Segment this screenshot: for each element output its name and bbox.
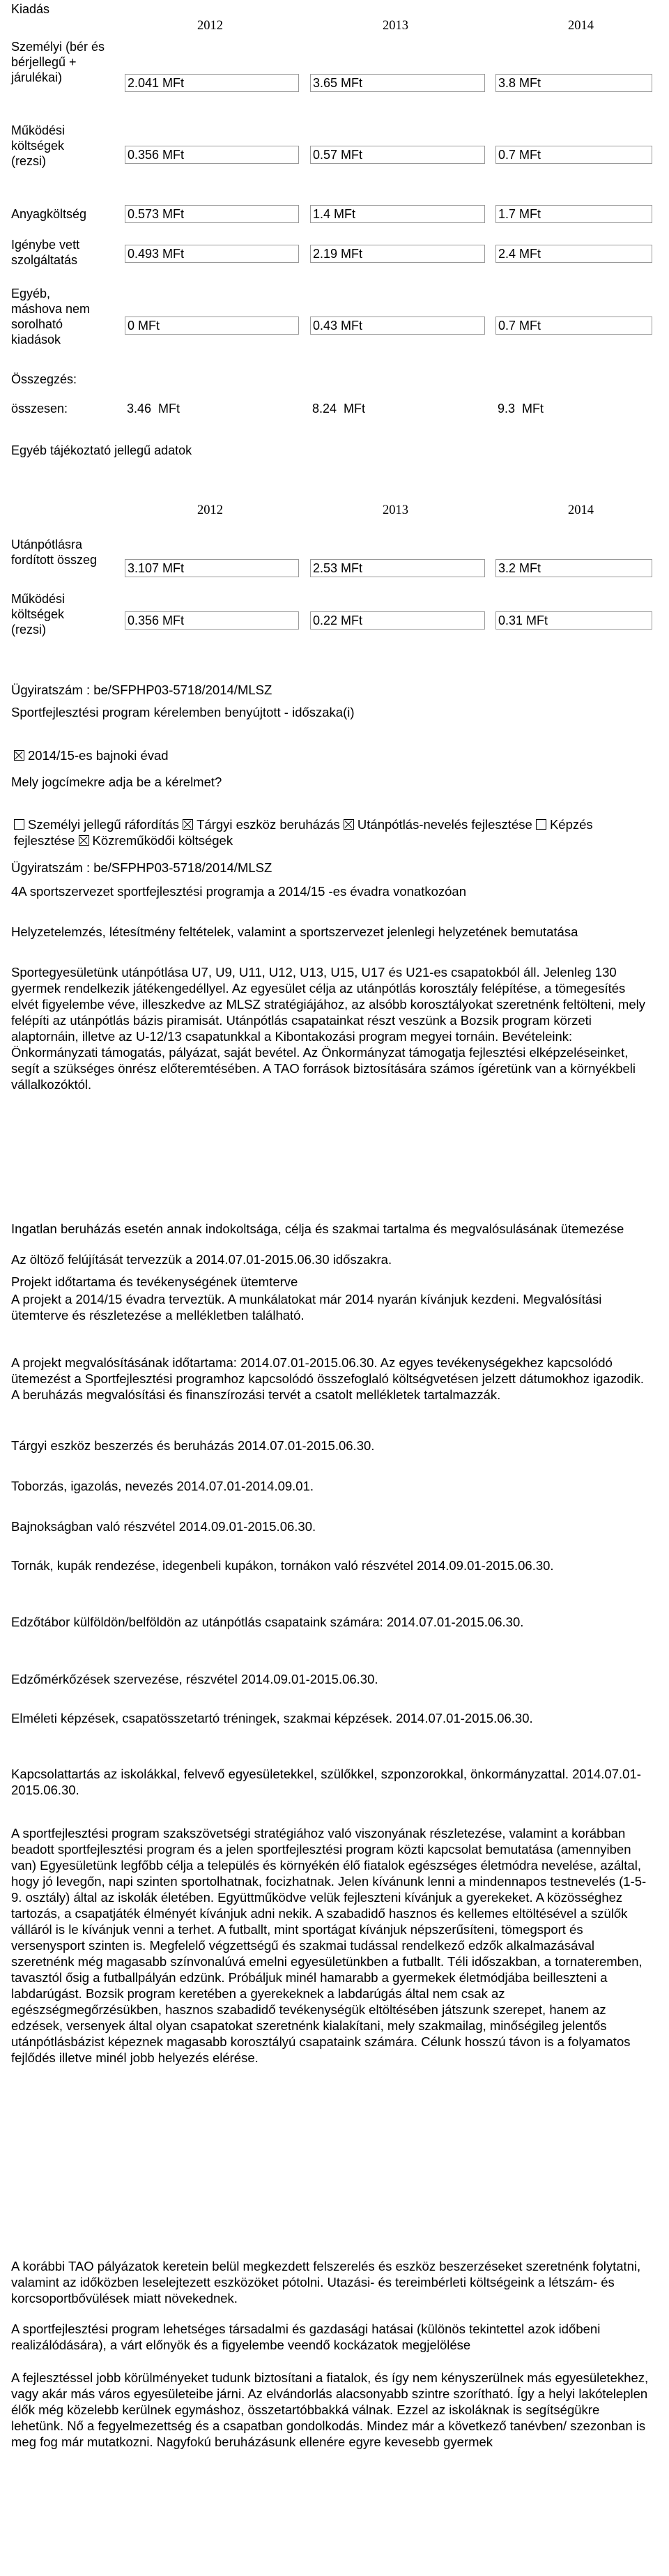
kiadas-value-anyag-2014: 1.7 MFt <box>495 205 652 223</box>
egyeb-value-mukodesi-2013: 0.22 MFt <box>310 611 485 630</box>
kiadas-value-szemelyi-2014: 3.8 MFt <box>495 74 652 92</box>
kiadas-value-egyeb-2013: 0.43 MFt <box>310 317 485 335</box>
egyeb-row-label-utanpotlas: Utánpótlásra fordított összeg <box>11 538 98 567</box>
jogcim-question: Mely jogcímekre adja be a kérelmet? <box>11 775 222 789</box>
egyeb-value-mukodesi-2014: 0.31 MFt <box>495 611 652 630</box>
kiadas-value-mukodesi-2013: 0.57 MFt <box>310 146 485 164</box>
utanpotlas-checkbox[interactable] <box>344 819 354 830</box>
egyeb-year-2014: 2014 <box>568 503 594 517</box>
jogcim-checkbox-group <box>14 816 620 848</box>
kiadas-row-label-szolgaltatas: Igénybe vett szolgáltatás <box>11 238 80 267</box>
utanpotlas-checkbox-label: Utánpótlás-nevelés fejlesztése <box>357 817 532 832</box>
season-checkbox[interactable] <box>14 750 24 761</box>
egyeb-row-label-mukodesi: Működési költségek (rezsi) <box>11 592 66 637</box>
kiadas-summary-label: Összegzés: <box>11 372 77 386</box>
text-ugyiratszam: Ügyiratszám : be/SFPHP03-5718/2014/MLSZ <box>11 860 272 875</box>
kiadas-title: Kiadás <box>11 2 50 16</box>
kiadas-value-szolgaltatas-2012: 0.493 MFt <box>125 245 299 263</box>
text-program-title: 4A sportszervezet sportfejlesztési programja a 2014/15 -es évadra vonatkozóan <box>11 884 467 899</box>
season-checkbox-row[interactable] <box>14 747 655 763</box>
text-helyzetelemzes-body: Sportegyesületünk utánpótlása U7, U9, U11, U12, U13, U15, U17 és U21-es csapatokból áll. Jelenleg 130 gyermek rendelkezik játékengedéllyel. Az egyesület célja az utánpótlás korosztály felépítése, a tömegesítés elvét figyelembe véve, illeszkedve az MLSZ stratégiájához, az alsóbb korosztályokat szeretnénk feltölteni, mely felépíti az utánpótlás bázis piramisát. Utánpótlás csapatainkat részt veszünk a Bozsik program körzeti alaptornáin, illetve az U-12/13 csapatunkkal a Kibontakozási program megyei tornáin. Bevételeink: Önkormányzati támogatás, pályázat, saját bevétel. Az Önkormányzat támogatja fejlesztési elképzeléseinket, segít a szükséges önrész előteremtésében. A TAO források biztosítására számos ígéretünk van a környékbeli vállalkozóktól. <box>11 965 646 1092</box>
ugyirat-number: Ügyiratszám : be/SFPHP03-5718/2014/MLSZ <box>11 683 272 697</box>
kiadas-row-label-mukodesi: Működési költségek (rezsi) <box>11 123 66 168</box>
text-helyzetelemzes-heading: Helyzetelemzés, létesítmény feltételek, valamint a sportszervezet jelenlegi helyzetének bemutatása <box>11 924 578 939</box>
kiadas-total-label: összesen: <box>11 402 68 416</box>
kiadas-value-mukodesi-2014: 0.7 MFt <box>495 146 652 164</box>
egyeb-value-mukodesi-2012: 0.356 MFt <box>125 611 299 630</box>
kiadas-value-anyag-2012: 0.573 MFt <box>125 205 299 223</box>
text-targyi-eszkoz: Tárgyi eszköz beszerzés és beruházás 2014.07.01-2015.06.30. <box>11 1438 375 1453</box>
kiadas-value-anyag-2013: 1.4 MFt <box>310 205 485 223</box>
kiadas-year-2012: 2012 <box>197 19 223 33</box>
text-idotartam: A projekt megvalósításának időtartama: 2014.07.01-2015.06.30. Az egyes tevékenységekhez kapcsolódó ütemezést a Sportfejlesztési programhoz kapcsolódó összefoglaló költségvetésen jelzett dátumokhoz igazodik. A beruházás megvalósítási és finanszírozási tervét a csatolt mellékletek tartalmazzák. <box>11 1355 645 1402</box>
kepzes-checkbox[interactable] <box>536 819 546 830</box>
text-strategia: A sportfejlesztési program szakszövetségi stratégiához való viszonyának részletezése, valamint a korábban beadott sportfejlesztési program és a jelen sportfejlesztési program közti kapcsolat bemutatása (amennyiben van) Egyesületünk legfőbb célja a település és környékén élő fiatalok egészséges életmódra nevelése, azáltal, hogy jó levegőn, napi szinten sportolhatnak, focizhatnak. Jelen kívánunk lenni a mindennapos testnevelés (1-5-9. osztály) által az iskolák életében. Együttműködve velük fejleszteni kívánjuk a gyerekeket. A közösséghez tartozás, a csapatjáték élményét kívánjuk adni nekik. A szabadidő hasznos és kellemes eltöltésével a szülők válláról is le kívánjuk venni a terhet. A futballt, mint sportágat kívánjuk népszerűsíteni, tömegsport és versenysport szinten is. Megfelelő végzettségű és szakmai tudással rendelkező edzők alkalmazásával szeretnénk még magasabb színvonalúvá emelni egyesületünkben a futballt. Téli időszakban, a tornateremben, tavasztól ősig a futballpályán edzünk. Próbáljuk minél hamarabb a gyermekek életmódjába beilleszteni a labdarúgást. Bozsik program keretében a gyerekeknek a labdarúgás által nem csak az egészségmegőrzésükben, hasznos szabadidő tevékenységük eltöltésében játszunk szerepet, hanem az edzések, versenyek által olyan csapatokat szeretnénk kialakítani, mely szakmailag, minőségileg jelentős utánpótlásbázist képeznek magasabb korosztályú csapataink számára. Célunk hosszú távon is a folyamatos fejlődés illetve minél jobb helyezés elérése. <box>11 1826 647 2065</box>
egyeb-year-2012: 2012 <box>197 503 223 517</box>
kiadas-value-egyeb-2012: 0 MFt <box>125 317 299 335</box>
kepzes-checkbox-label: Képzés fejlesztése <box>14 817 593 848</box>
egyeb-year-2013: 2013 <box>383 503 408 517</box>
season-checkbox-label: 2014/15-es bajnoki évad <box>28 748 169 763</box>
ugyirat-program-period: Sportfejlesztési program kérelemben benyújtott - időszaka(i) <box>11 705 355 719</box>
kiadas-value-egyeb-2014: 0.7 MFt <box>495 317 652 335</box>
text-hatasok-body: A fejlesztéssel jobb körülményeket tudunk biztosítani a fiatalok, és így nem kényszerülnek más egyesületekhez, vagy akár más város egyesületeibe járni. Az elvándorlás alacsonyabb szintre szorítható. Így a helyi lakóteleplen élők még közelebb kerülnek egymáshoz, összetartóbbakká válnak. Ezzel az iskoláknak is segítségükre lehetünk. Nő a fegyelmezettség és a csapatban gondolkodás. Mindez már a következő tanévben/ szezonban is meg fog már mutatkozni. Nagyfokú beruházásunk ellenére egyre kevesebb gyermek <box>11 2370 649 2449</box>
kiadas-row-label-anyag: Anyagköltség <box>11 207 87 221</box>
kiadas-row-label-egyeb: Egyéb, máshova nem sorolható kiadások <box>11 287 91 346</box>
kiadas-year-2013: 2013 <box>383 19 408 33</box>
egyeb-value-utanpotlas-2013: 2.53 MFt <box>310 559 485 577</box>
text-hatasok-heading: A sportfejlesztési program lehetséges társadalmi és gazdasági hatásai (különös tekintettel azok időbeni realizálódására), a várt előnyök és a figyelembe veendő kockázatok megjelölése <box>11 2322 601 2352</box>
kiadas-value-mukodesi-2012: 0.356 MFt <box>125 146 299 164</box>
text-edzomerkozesek: Edzőmérkőzések szervezése, részvétel 2014.09.01-2015.06.30. <box>11 1672 378 1686</box>
kiadas-row-label-szemelyi: Személyi (bér és bérjellegű + járulékai) <box>11 40 105 84</box>
kiadas-total-2012: 3.46 MFt <box>127 402 180 416</box>
kiadas-total-2014: 9.3 MFt <box>498 402 544 416</box>
egyeb-value-utanpotlas-2012: 3.107 MFt <box>125 559 299 577</box>
targyi-eszkoz-checkbox[interactable] <box>183 819 193 830</box>
kiadas-total-2013: 8.24 MFt <box>312 402 366 416</box>
kozremukodoi-checkbox-label: Közreműködői költségek <box>92 833 233 848</box>
kiadas-value-szolgaltatas-2013: 2.19 MFt <box>310 245 485 263</box>
text-elmeleti-kepzesek: Elméleti képzések, csapatösszetartó tréningek, szakmai képzések. 2014.07.01-2015.06.30. <box>11 1711 533 1725</box>
text-projekt-heading: Projekt időtartama és tevékenységének ütemterve <box>11 1274 298 1289</box>
text-projekt-body: A projekt a 2014/15 évadra terveztük. A munkálatokat már 2014 nyarán kívánjuk kezdeni. Megvalósítási ütemterve és részletezése a mellékletben található. <box>11 1292 602 1323</box>
text-bajnoksag: Bajnokságban való részvétel 2014.09.01-2015.06.30. <box>11 1519 316 1534</box>
text-ingatlan-body: Az öltöző felújítását tervezzük a 2014.07.01-2015.06.30 időszakra. <box>11 1252 392 1267</box>
targyi-eszkoz-checkbox-label: Tárgyi eszköz beruházás <box>197 817 340 832</box>
szemelyi-checkbox[interactable] <box>14 819 24 830</box>
kiadas-year-2014: 2014 <box>568 19 594 33</box>
kiadas-value-szemelyi-2012: 2.041 MFt <box>125 74 299 92</box>
egyeb-value-utanpotlas-2014: 3.2 MFt <box>495 559 652 577</box>
kozremukodoi-checkbox[interactable] <box>79 835 89 846</box>
kiadas-value-szemelyi-2013: 3.65 MFt <box>310 74 485 92</box>
text-tornak: Tornák, kupák rendezése, idegenbeli kupákon, tornákon való részvétel 2014.09.01-2015.06.30. <box>11 1558 554 1573</box>
text-toborzas: Toborzás, igazolás, nevezés 2014.07.01-2014.09.01. <box>11 1479 314 1493</box>
kiadas-value-szolgaltatas-2014: 2.4 MFt <box>495 245 652 263</box>
szemelyi-checkbox-label: Személyi jellegű ráfordítás <box>28 817 179 832</box>
text-edzotabor: Edzőtábor külföldön/belföldön az utánpótlás csapataink számára: 2014.07.01-2015.06.30. <box>11 1615 524 1629</box>
egyeb-title: Egyéb tájékoztató jellegű adatok <box>11 443 192 457</box>
text-ingatlan-heading: Ingatlan beruházás esetén annak indokoltsága, célja és szakmai tartalma és megvalósulásának ütemezése <box>11 1221 624 1236</box>
text-tao: A korábbi TAO pályázatok keretein belül megkezdett felszerelés és eszköz beszerzéseket szeretnénk folytatni, valamint az időközben leselejtezett eszközöket pótolni. Utazási- és tereimbérleti költségeink a létszám- és korcsoportbővülések miatt növekednek. <box>11 2259 641 2306</box>
text-kapcsolattartas: Kapcsolattartás az iskolákkal, felvevő egyesületekkel, szülőkkel, szponzorokkal, önkormányzattal. 2014.07.01-2015.06.30. <box>11 1767 641 1797</box>
